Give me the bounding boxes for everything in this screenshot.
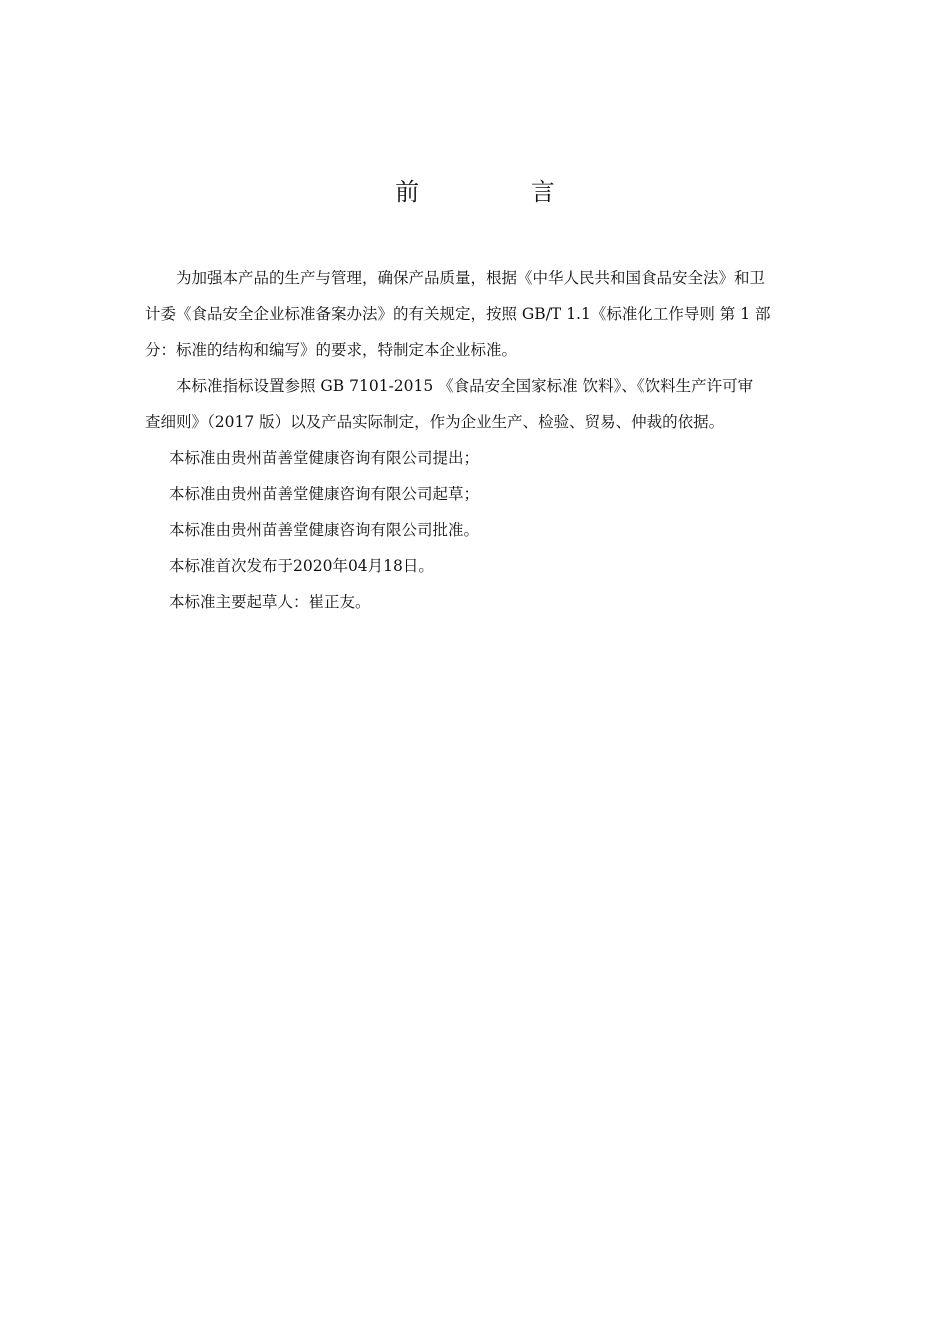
paragraph-line: 分：标准的结构和编写》的要求，特制定本企业标准。 [145,341,518,359]
statement-approver: 本标准由贵州苗善堂健康咨询有限公司批准。 [169,521,480,539]
page-title: 前 言 [395,178,607,206]
statement-main-drafter: 本标准主要起草人：崔正友。 [169,593,371,611]
paragraph-line: 为加强本产品的生产与管理，确保产品质量，根据《中华人民共和国食品安全法》和卫 [176,269,766,287]
paragraph-line: 本标准指标设置参照 GB 7101-2015 《食品安全国家标准 饮料》、《饮料生产许可审 [176,377,754,395]
statement-release-date: 本标准首次发布于2020年04月18日。 [169,557,434,575]
paragraph-line: 计委《食品安全企业标准备案办法》的有关规定，按照 GB/T 1.1《标准化工作导则 第 1 部 [145,305,771,323]
statement-proposer: 本标准由贵州苗善堂健康咨询有限公司提出； [169,449,480,467]
paragraph-line: 查细则》（2017 版）以及产品实际制定，作为企业生产、检验、贸易、仲裁的依据。 [145,413,725,431]
document-body [145,260,807,620]
paragraph-purpose [145,260,807,368]
paragraph-reference [145,368,807,440]
statement-drafter: 本标准由贵州苗善堂健康咨询有限公司起草； [169,485,480,503]
